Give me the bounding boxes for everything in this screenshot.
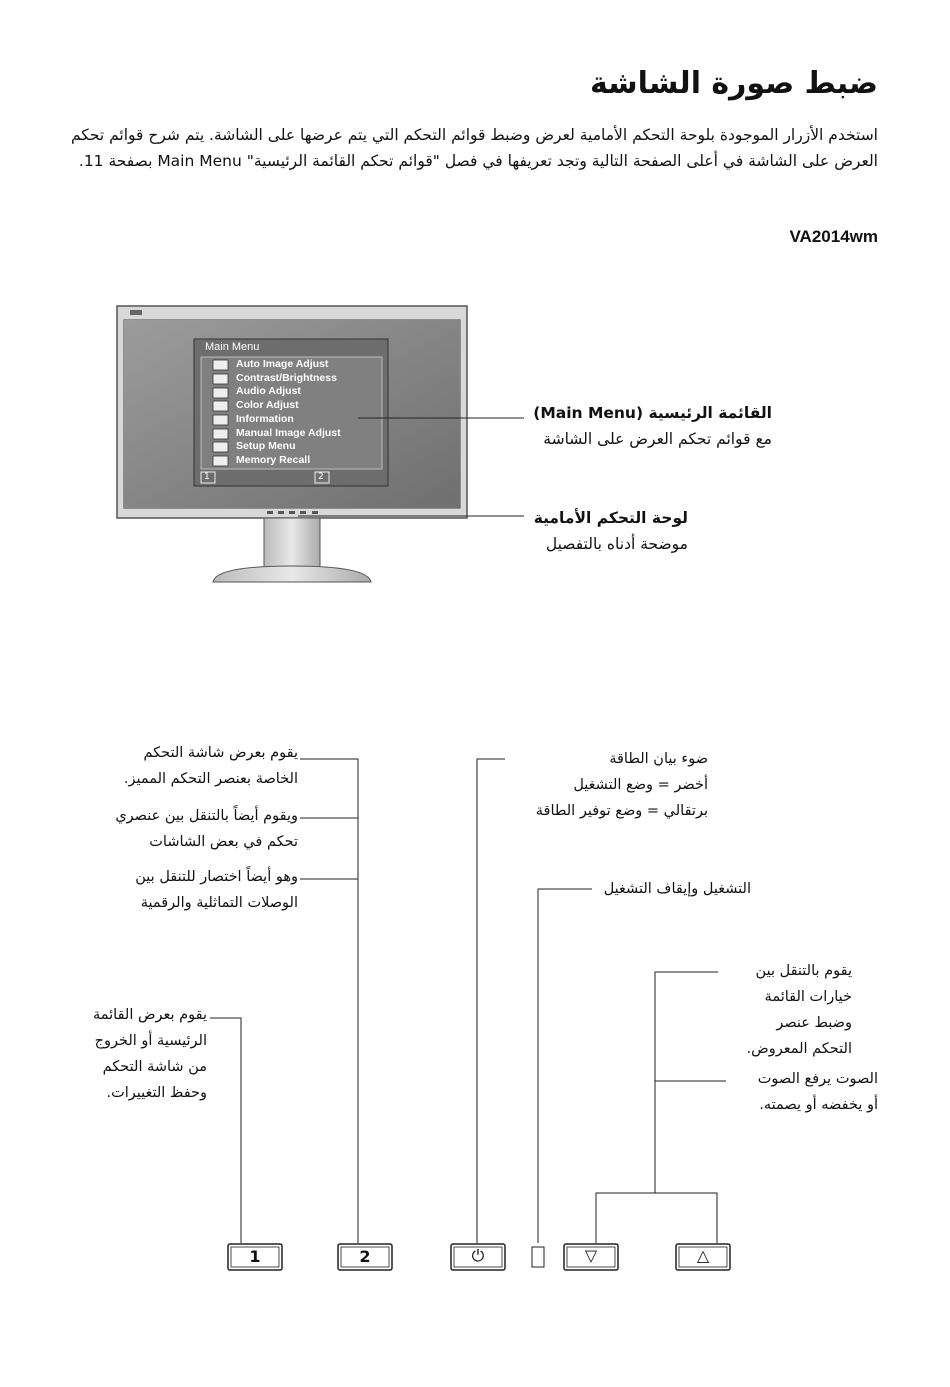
main-menu-callout: [533, 400, 772, 452]
osd-item: Setup Menu: [236, 440, 296, 453]
panel-callout: [534, 505, 688, 557]
power-led-label: ضوء بيان الطاقة أخضر = وضع التشغيل برتقالي = وضع توفير الطاقة: [535, 751, 708, 819]
osd-item: Auto Image Adjust: [236, 358, 329, 370]
brand-logo: [130, 310, 142, 315]
arrows-label-a: يقوم بالتنقل بين خيارات القائمة وضبط عنصر التحكم المعروض.: [746, 963, 852, 1057]
osd-footer-right: 2: [318, 472, 324, 482]
up-arrow-button[interactable]: △: [696, 1246, 710, 1265]
button-2[interactable]: 2: [359, 1247, 371, 1266]
main-menu-callout-desc: مع قوائم تحكم العرض على الشاشة: [543, 430, 772, 448]
button-2-label-c: وهو أيضاً اختصار للتنقل بين الوصلات التماثلية والرقمية: [135, 869, 298, 911]
button-2-label-b: ويقوم أيضاً بالتنقل بين عنصري تحكم في بعض الشاشات: [115, 808, 298, 850]
osd-item: Manual Image Adjust: [236, 426, 341, 439]
main-menu-callout-title: القائمة الرئيسية (Main Menu): [533, 404, 772, 422]
osd-item: Color Adjust: [236, 399, 299, 412]
panel-callout-title: لوحة التحكم الأمامية: [533, 509, 688, 527]
osd-item: Audio Adjust: [236, 385, 301, 398]
arrows-label-b: الصوت يرفع الصوت أو يخفضه أو يصمته.: [757, 1071, 878, 1113]
button-2-label-a: يقوم بعرض شاشة التحكم الخاصة بعنصر التحكم المميز.: [123, 745, 298, 787]
osd-footer-left: 1: [204, 472, 210, 482]
button-1[interactable]: 1: [249, 1247, 261, 1266]
osd-item: Contrast/Brightness: [236, 371, 337, 384]
model-name: VA2014wm: [789, 227, 878, 246]
panel-callout-desc: موضحة أدناه بالتفصيل: [545, 535, 688, 553]
power-button[interactable]: ⏻: [471, 1246, 485, 1265]
osd-items: [236, 358, 341, 468]
page-title: ضبط صورة الشاشة: [589, 66, 878, 101]
osd-header: Main Menu: [205, 341, 260, 353]
intro-paragraph: استخدم الأزرار الموجودة بلوحة التحكم الأمامية لعرض وضبط قوائم التحكم التي يتم عرضها على الشاشة. يتم شرح قوائم تحكم العرض على الشاشة في أعلى الصفحة التالية وتجد تعريفها في فصل "قوائم تحكم القائمة الرئيسية" Main Menu بصفحة 11.: [70, 126, 878, 170]
power-button-label: التشغيل وإيقاف التشغيل: [603, 881, 751, 897]
osd-item: Information: [236, 412, 294, 425]
down-arrow-button[interactable]: ▽: [584, 1246, 598, 1265]
osd-item: Memory Recall: [236, 453, 311, 466]
button-1-label: يقوم بعرض القائمة الرئيسية أو الخروج من شاشة التحكم وحفظ التغييرات.: [92, 1007, 207, 1101]
power-led: [532, 1247, 544, 1267]
